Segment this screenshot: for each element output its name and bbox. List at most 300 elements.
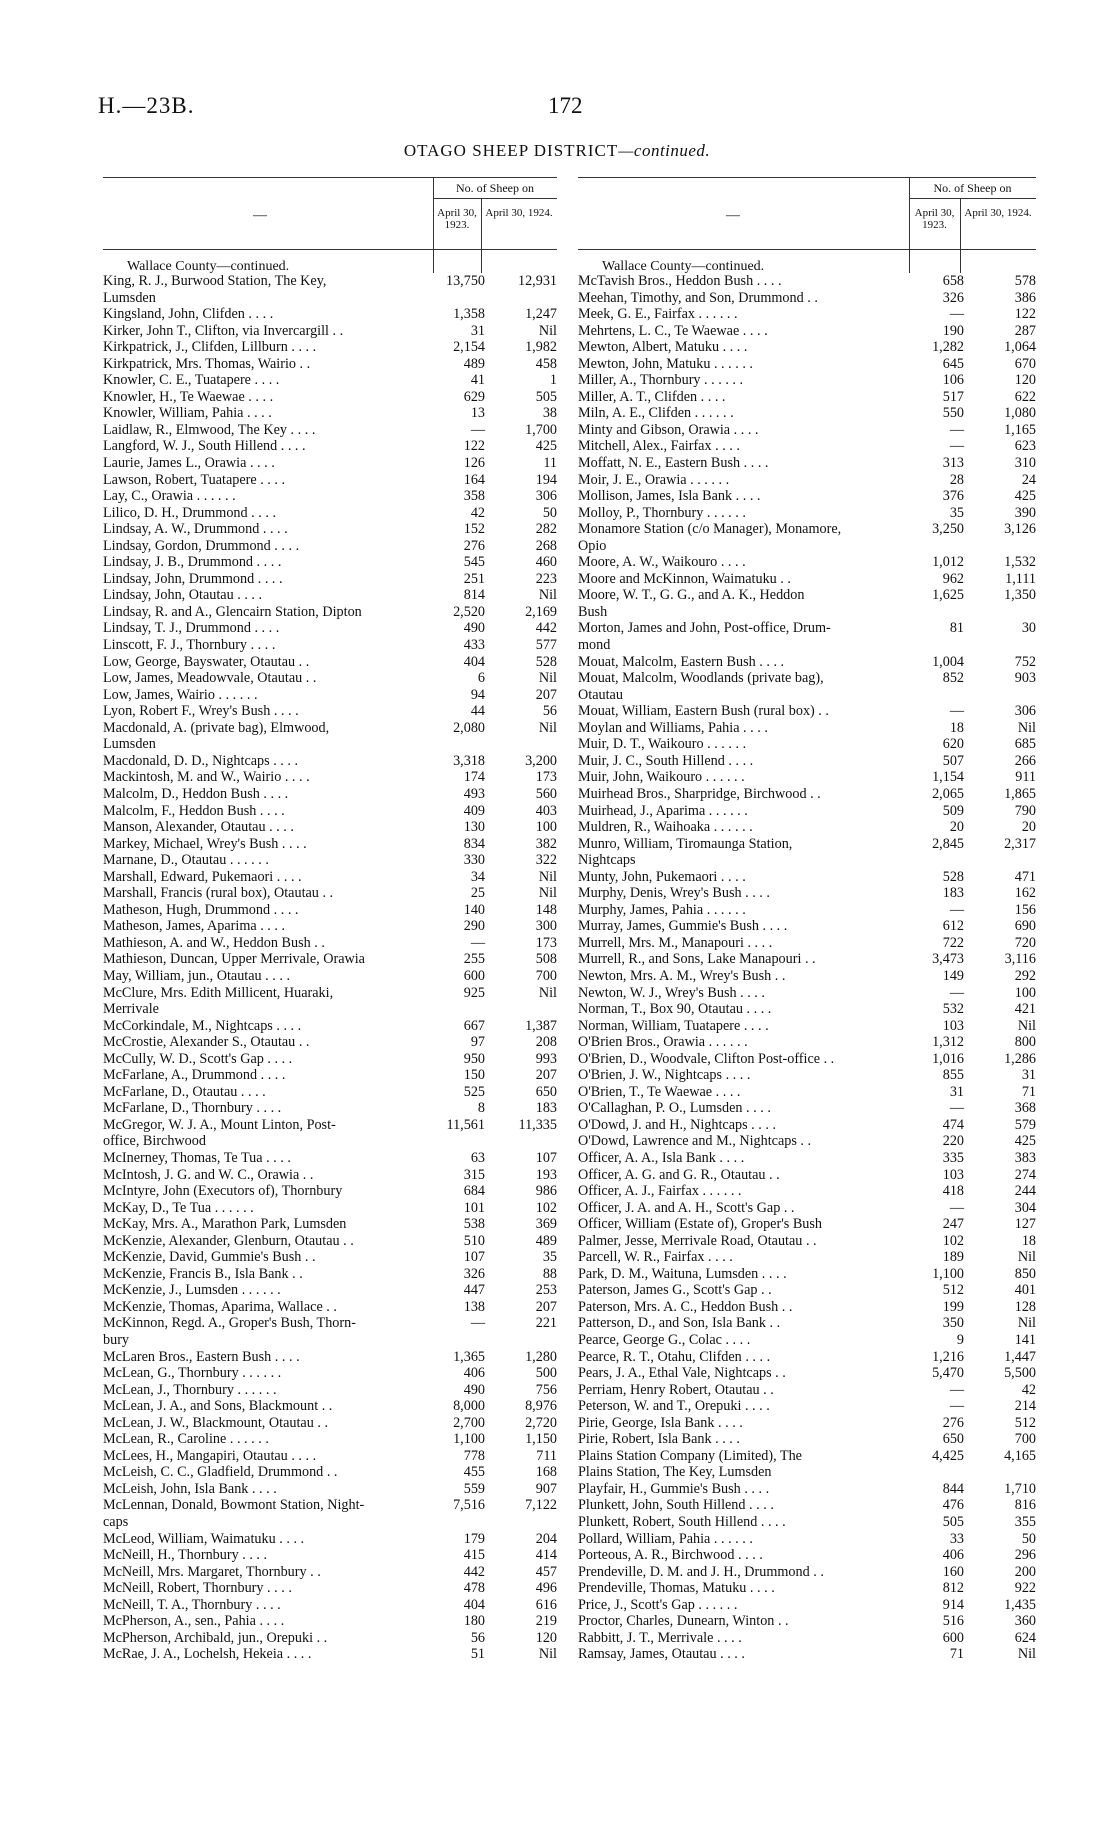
- holder-name: May, William, jun., Otautau . . . .: [103, 967, 290, 984]
- sheep-1924: 122: [1014, 306, 1036, 323]
- holder-name: McLaren Bros., Eastern Bush . . . .: [103, 1348, 300, 1365]
- sheep-1923: 31: [949, 1083, 964, 1100]
- table-row: [103, 1084, 557, 1101]
- table-row: [103, 571, 557, 588]
- sheep-1923: 925: [463, 984, 485, 1001]
- sheep-1923: 418: [942, 1183, 964, 1200]
- sheep-1923: 3,250: [932, 521, 964, 538]
- holder-name: Perriam, Henry Robert, Otautau . .: [578, 1381, 774, 1398]
- sheep-1924: [964, 538, 1036, 555]
- table-row: [578, 356, 1036, 373]
- sheep-1924: 414: [535, 1547, 557, 1564]
- sheep-1923: 1,004: [932, 653, 964, 670]
- sheep-1924: 1,435: [1004, 1596, 1036, 1613]
- holder-name: Muldren, R., Waihoaka . . . . . .: [578, 819, 753, 836]
- sheep-1924: 173: [535, 769, 557, 786]
- sheep-1923: 251: [463, 570, 485, 587]
- holder-name: Lyon, Robert F., Wrey's Bush . . . .: [103, 703, 299, 720]
- table-row: [578, 885, 1036, 902]
- holder-name: Macdonald, D. D., Nightcaps . . . .: [103, 752, 299, 769]
- sheep-1923: [919, 637, 964, 654]
- sheep-1924: 403: [535, 802, 557, 819]
- holder-name: Pirie, George, Isla Bank . . . .: [578, 1414, 743, 1431]
- holder-name: Low, James, Wairio . . . . . .: [103, 686, 258, 703]
- holder-name: Mehrtens, L. C., Te Waewae . . . .: [578, 322, 768, 339]
- sheep-1923: 179: [463, 1530, 485, 1547]
- sheep-1924: 489: [535, 1232, 557, 1249]
- sheep-1924: Nil: [1017, 719, 1036, 736]
- sheep-1924: Nil: [538, 587, 557, 604]
- sheep-1923: 160: [942, 1563, 964, 1580]
- sheep-1923: 650: [942, 1431, 964, 1448]
- sheep-1924: 577: [535, 637, 557, 654]
- sheep-1923: 183: [942, 885, 964, 902]
- sheep-1924: 1,286: [1004, 1050, 1036, 1067]
- sheep-1923: 8,000: [453, 1398, 485, 1415]
- header-rule: [433, 198, 557, 199]
- sheep-1924: 120: [1014, 372, 1036, 389]
- right-rows: [578, 273, 1036, 1663]
- holder-name: Kirker, John T., Clifton, via Invercargill . .: [103, 322, 344, 339]
- holder-name: McKay, D., Te Tua . . . . . .: [103, 1199, 254, 1216]
- table-row: [103, 538, 557, 555]
- table-row: [103, 687, 557, 704]
- table-row: [103, 1034, 557, 1051]
- holder-name: Murphy, James, Pahia . . . . . .: [578, 901, 746, 918]
- sheep-1923: 2,065: [932, 785, 964, 802]
- sheep-1924: 458: [535, 355, 557, 372]
- column-rule-2: [960, 198, 961, 273]
- table-row: [578, 1266, 1036, 1283]
- table-row: [103, 1282, 557, 1299]
- sheep-1924: 1,247: [525, 306, 557, 323]
- sheep-1923: 2,700: [453, 1414, 485, 1431]
- sheep-1924: 512: [1014, 1414, 1036, 1431]
- sheep-1924: 2,317: [1004, 835, 1036, 852]
- table-row: [578, 637, 1036, 654]
- sheep-1923: 11,561: [446, 1116, 485, 1133]
- sheep-1923: [443, 736, 485, 753]
- table-row: [103, 902, 557, 919]
- sheep-1923: 107: [463, 1249, 485, 1266]
- sheep-1923: 1,100: [932, 1265, 964, 1282]
- holder-name: O'Brien, D., Woodvale, Clifton Post-office . .: [578, 1050, 835, 1067]
- sheep-1924: 700: [535, 967, 557, 984]
- sheep-1923: 658: [942, 273, 964, 289]
- table-row: [103, 836, 557, 853]
- section-heading: [103, 250, 557, 273]
- sheep-1923: 2,520: [453, 603, 485, 620]
- sheep-1923: —: [949, 1398, 964, 1415]
- sheep-1923: 122: [463, 438, 485, 455]
- section-label: Wallace County—continued.: [127, 259, 290, 274]
- header-rule: [909, 198, 1036, 199]
- table-row: [578, 1315, 1036, 1332]
- sheep-1923: 140: [463, 901, 485, 918]
- sheep-1924: Nil: [538, 1646, 557, 1663]
- table-row: [578, 1299, 1036, 1316]
- sheep-1923: 28: [949, 471, 964, 488]
- table-row: [578, 951, 1036, 968]
- sheep-1923: 538: [463, 1216, 485, 1233]
- sheep-1923: 629: [463, 388, 485, 405]
- sheep-1924: 304: [1014, 1199, 1036, 1216]
- holder-name: McNeill, H., Thornbury . . . .: [103, 1547, 268, 1564]
- holder-name: Munty, John, Pukemaori . . . .: [578, 868, 746, 885]
- sheep-1923: 150: [463, 1067, 485, 1084]
- sheep-1924: 1,865: [1004, 785, 1036, 802]
- table-row: [103, 803, 557, 820]
- sheep-1923: 31: [470, 322, 485, 339]
- sheep-1923: 138: [463, 1298, 485, 1315]
- sheep-1924: [964, 604, 1036, 621]
- sheep-1924: Nil: [538, 984, 557, 1001]
- table-row: [103, 654, 557, 671]
- table-row: [103, 885, 557, 902]
- sheep-1924: 306: [1014, 703, 1036, 720]
- table-row: [578, 852, 1036, 869]
- table-row: [103, 1365, 557, 1382]
- sheep-1924: 2,169: [525, 603, 557, 620]
- sheep-1923: 18: [949, 719, 964, 736]
- sheep-1923: 3,473: [932, 951, 964, 968]
- table-row: [578, 455, 1036, 472]
- sheep-1924: 282: [535, 521, 557, 538]
- sheep-1924: 670: [1014, 355, 1036, 372]
- sheep-1923: 962: [942, 570, 964, 587]
- sheep-1924: 56: [542, 703, 557, 720]
- sheep-1923: 455: [463, 1464, 485, 1481]
- sheep-1923: 164: [463, 471, 485, 488]
- holder-name: Lindsay, J. B., Drummond . . . .: [103, 554, 282, 571]
- table-row: [103, 1547, 557, 1564]
- table-row: [103, 670, 557, 687]
- sheep-1924: 3,116: [1004, 951, 1036, 968]
- holder-name: Murray, James, Gummie's Bush . . . .: [578, 918, 788, 935]
- sheep-1924: [485, 1332, 557, 1349]
- sheep-1923: 722: [942, 934, 964, 951]
- holder-name: office, Birchwood: [103, 1133, 206, 1150]
- sheep-1923: 315: [463, 1166, 485, 1183]
- left-column: [103, 177, 557, 1663]
- holder-name: Pirie, Robert, Isla Bank . . . .: [578, 1431, 740, 1448]
- table-row: [103, 1448, 557, 1465]
- sheep-1924: 4,165: [1004, 1447, 1036, 1464]
- holder-name: Laurie, James L., Orawia . . . .: [103, 455, 275, 472]
- holder-name: McKenzie, Alexander, Glenburn, Otautau . .: [103, 1232, 354, 1249]
- sheep-1923: 106: [942, 372, 964, 389]
- table-row: [103, 488, 557, 505]
- sheep-1924: 102: [535, 1199, 557, 1216]
- holder-name: McNeill, Mrs. Margaret, Thornbury . .: [103, 1563, 321, 1580]
- sheep-1923: 404: [463, 653, 485, 670]
- table-row: [103, 405, 557, 422]
- sheep-1924: Nil: [538, 885, 557, 902]
- sheep-1923: 41: [470, 372, 485, 389]
- sheep-1923: 525: [463, 1083, 485, 1100]
- holder-name: McTavish Bros., Heddon Bush . . . .: [578, 273, 782, 289]
- sheep-1923: 97: [470, 1034, 485, 1051]
- sheep-1923: 103: [942, 1166, 964, 1183]
- holder-name: McLean, G., Thornbury . . . . . .: [103, 1365, 282, 1382]
- page-title: [0, 141, 1114, 161]
- sheep-1924: 100: [1014, 984, 1036, 1001]
- sheep-1923: [919, 604, 964, 621]
- sheep-1924: 148: [535, 901, 557, 918]
- holder-name: Moylan and Williams, Pahia . . . .: [578, 719, 768, 736]
- holder-name: Mackintosh, M. and W., Wairio . . . .: [103, 769, 310, 786]
- sheep-1924: 88: [542, 1265, 557, 1282]
- title-suffix: —continued.: [618, 141, 711, 160]
- holder-name: Paterson, James G., Scott's Gap . .: [578, 1282, 772, 1299]
- table-row: [578, 1564, 1036, 1581]
- table-row: [578, 1415, 1036, 1432]
- table-row: [103, 455, 557, 472]
- holder-name: mond: [578, 637, 611, 654]
- holder-name: McLean, R., Caroline . . . . . .: [103, 1431, 269, 1448]
- sheep-1924: 382: [535, 835, 557, 852]
- table-row: [103, 1481, 557, 1498]
- sheep-1924: 579: [1014, 1116, 1036, 1133]
- table-row: [103, 472, 557, 489]
- holder-name: Manson, Alexander, Otautau . . . .: [103, 819, 294, 836]
- header-col-1924: April 30, 1924.: [485, 207, 553, 219]
- sheep-1924: [964, 1464, 1036, 1481]
- sheep-1923: 493: [463, 785, 485, 802]
- table-row: [103, 1249, 557, 1266]
- table-row: [103, 869, 557, 886]
- sheep-1924: 369: [535, 1216, 557, 1233]
- table-row: [103, 587, 557, 604]
- holder-name: McLeish, John, Isla Bank . . . .: [103, 1480, 277, 1497]
- sheep-1923: 814: [463, 587, 485, 604]
- holder-name: McLennan, Donald, Bowmont Station, Night-: [103, 1497, 365, 1514]
- table-row: [578, 1580, 1036, 1597]
- sheep-1923: 855: [942, 1067, 964, 1084]
- sheep-1924: 471: [1014, 868, 1036, 885]
- holder-name: O'Dowd, J. and H., Nightcaps . . . .: [578, 1116, 777, 1133]
- sheep-1924: 922: [1014, 1580, 1036, 1597]
- sheep-1923: 1,216: [932, 1348, 964, 1365]
- sheep-1923: 6: [477, 670, 485, 687]
- sheep-1924: 300: [535, 918, 557, 935]
- sheep-1924: 907: [535, 1480, 557, 1497]
- holder-name: McPherson, A., sen., Pahia . . . .: [103, 1613, 285, 1630]
- table-row: [578, 1613, 1036, 1630]
- table-row: [103, 1398, 557, 1415]
- sheep-1924: 3,126: [1004, 521, 1036, 538]
- table-row: [103, 1067, 557, 1084]
- holder-name: bury: [103, 1332, 130, 1348]
- holder-name: O'Brien, T., Te Waewae . . . .: [578, 1083, 741, 1100]
- sheep-1923: 433: [463, 637, 485, 654]
- table-row: [578, 1133, 1036, 1150]
- page-number: 172: [548, 93, 583, 118]
- sheep-1923: 1,016: [932, 1050, 964, 1067]
- sheep-1924: 183: [535, 1100, 557, 1117]
- table-row: [103, 1299, 557, 1316]
- holder-name: Marnane, D., Otautau . . . . . .: [103, 852, 269, 869]
- holder-name: Molloy, P., Thornbury . . . . . .: [578, 504, 746, 521]
- table-row: [103, 1183, 557, 1200]
- sheep-1924: 207: [535, 1298, 557, 1315]
- holder-name: Murrell, Mrs. M., Manapouri . . . .: [578, 934, 773, 951]
- sheep-1923: 63: [470, 1149, 485, 1166]
- table-row: [103, 637, 557, 654]
- sheep-1924: 107: [535, 1149, 557, 1166]
- sheep-1923: 149: [942, 967, 964, 984]
- holder-name: Monamore Station (c/o Manager), Monamore,: [578, 521, 842, 538]
- table-row: [578, 1067, 1036, 1084]
- holder-name: Moore, A. W., Waikouro . . . .: [578, 554, 746, 571]
- sheep-1923: 489: [463, 355, 485, 372]
- table-row: [103, 1167, 557, 1184]
- holder-name: Muir, J. C., South Hillend . . . .: [578, 752, 754, 769]
- holder-name: O'Brien Bros., Orawia . . . . . .: [578, 1034, 748, 1051]
- header-col-1923: April 30, 1923.: [914, 207, 955, 231]
- holder-name: Norman, T., Box 90, Otautau . . . .: [578, 1001, 772, 1018]
- table-row: [103, 1315, 557, 1332]
- sheep-1924: 1,064: [1004, 339, 1036, 356]
- holder-name: Moffatt, N. E., Eastern Bush . . . .: [578, 455, 769, 472]
- holder-name: Parcell, W. R., Fairfax . . . .: [578, 1249, 733, 1266]
- table-row: [103, 1233, 557, 1250]
- sheep-1923: [443, 290, 485, 307]
- sheep-1923: 474: [942, 1116, 964, 1133]
- sheep-1923: 199: [942, 1298, 964, 1315]
- sheep-1923: 1,625: [932, 587, 964, 604]
- table-row: [578, 472, 1036, 489]
- sheep-1924: 622: [1014, 388, 1036, 405]
- sheep-1923: 81: [949, 620, 964, 637]
- holder-name: Palmer, Jesse, Merrivale Road, Otautau . .: [578, 1232, 817, 1249]
- sheep-1924: 1,447: [1004, 1348, 1036, 1365]
- table-row: [578, 1597, 1036, 1614]
- table-row: [578, 538, 1036, 555]
- holder-name: Mouat, William, Eastern Bush (rural box) . .: [578, 703, 829, 720]
- table-row: [103, 968, 557, 985]
- sheep-1924: 24: [1021, 471, 1036, 488]
- table-row: [103, 1580, 557, 1597]
- table-row: [578, 803, 1036, 820]
- sheep-1923: 290: [463, 918, 485, 935]
- sheep-1924: 790: [1014, 802, 1036, 819]
- sheep-1923: [443, 1514, 485, 1531]
- sheep-1923: 7,516: [453, 1497, 485, 1514]
- holder-name: Miller, A. T., Clifden . . . .: [578, 388, 726, 405]
- holder-name: Prendeville, D. M. and J. H., Drummond . .: [578, 1563, 824, 1580]
- table-row: [103, 703, 557, 720]
- sheep-1924: 911: [1015, 769, 1036, 786]
- holder-name: Moir, J. E., Orawia . . . . . .: [578, 471, 730, 488]
- sheep-1924: 100: [535, 819, 557, 836]
- table-row: [103, 935, 557, 952]
- holder-name: Muir, D. T., Waikouro . . . . . .: [578, 736, 747, 753]
- holder-name: McKenzie, Thomas, Aparima, Wallace . .: [103, 1298, 337, 1315]
- sheep-1924: 1,710: [1004, 1480, 1036, 1497]
- table-row: [578, 1117, 1036, 1134]
- table-row: [578, 620, 1036, 637]
- table-row: [578, 985, 1036, 1002]
- table-row: [578, 587, 1036, 604]
- sheep-1923: 71: [949, 1646, 964, 1663]
- holder-name: Mollison, James, Isla Bank . . . .: [578, 488, 761, 505]
- table-row: [578, 736, 1036, 753]
- holder-name: Meehan, Timothy, and Son, Drummond . .: [578, 289, 818, 306]
- table-row: [103, 1497, 557, 1514]
- holder-name: Officer, William (Estate of), Groper's Bush: [578, 1216, 822, 1233]
- holder-name: Lindsay, T. J., Drummond . . . .: [103, 620, 280, 637]
- sheep-1924: [485, 1514, 557, 1531]
- sheep-1924: 128: [1014, 1298, 1036, 1315]
- holder-name: McLees, H., Mangapiri, Otautau . . . .: [103, 1447, 317, 1464]
- holder-name: Officer, A. A., Isla Bank . . . .: [578, 1149, 745, 1166]
- holder-name: McIntosh, J. G. and W. C., Orawia . .: [103, 1166, 314, 1183]
- holder-name: Pollard, William, Pahia . . . . . .: [578, 1530, 753, 1547]
- sheep-1923: 34: [470, 868, 485, 885]
- sheep-1924: 383: [1014, 1149, 1036, 1166]
- table-row: [578, 786, 1036, 803]
- sheep-1923: 1,282: [932, 339, 964, 356]
- sheep-1924: 650: [535, 1083, 557, 1100]
- sheep-1923: 94: [470, 686, 485, 703]
- table-row: [578, 670, 1036, 687]
- holder-name: Munro, William, Tiromaunga Station,: [578, 835, 793, 852]
- table-row: [103, 918, 557, 935]
- sheep-1924: 986: [535, 1183, 557, 1200]
- left-rows: [103, 273, 557, 1663]
- holder-name: Moore, W. T., G. G., and A. K., Heddon: [578, 587, 805, 604]
- sheep-1923: 5,470: [932, 1365, 964, 1382]
- holder-name: McKinnon, Regd. A., Groper's Bush, Thorn-: [103, 1315, 356, 1332]
- sheep-1924: 207: [535, 1067, 557, 1084]
- table-row: [103, 1431, 557, 1448]
- holder-name: Lumsden: [103, 289, 156, 306]
- sheep-1923: 56: [470, 1629, 485, 1646]
- holder-name: O'Dowd, Lawrence and M., Nightcaps . .: [578, 1133, 812, 1150]
- table-row: [578, 819, 1036, 836]
- sheep-1923: 476: [942, 1497, 964, 1514]
- table-row: [103, 852, 557, 869]
- sheep-1923: [443, 1133, 485, 1150]
- table-row: [103, 521, 557, 538]
- holder-name: Matheson, James, Aparima . . . .: [103, 918, 286, 935]
- holder-name: Mitchell, Alex., Fairfax . . . .: [578, 438, 740, 455]
- table-row: [103, 1266, 557, 1283]
- left-table-header: [103, 177, 557, 250]
- sheep-1923: 645: [942, 355, 964, 372]
- sheep-1924: 42: [1021, 1381, 1036, 1398]
- sheep-1924: 1,280: [525, 1348, 557, 1365]
- sheep-1924: 505: [535, 388, 557, 405]
- sheep-1924: 578: [1014, 273, 1036, 289]
- table-row: [103, 769, 557, 786]
- table-row: [103, 372, 557, 389]
- holder-name: O'Brien, J. W., Nightcaps . . . .: [578, 1067, 751, 1084]
- header-group: No. of Sheep on: [933, 181, 1012, 195]
- sheep-1923: 507: [942, 752, 964, 769]
- holder-name: Meek, G. E., Fairfax . . . . . .: [578, 306, 738, 323]
- sheep-1924: 711: [536, 1447, 557, 1464]
- sheep-1924: 173: [535, 934, 557, 951]
- sheep-1923: 102: [942, 1232, 964, 1249]
- sheep-1923: 559: [463, 1480, 485, 1497]
- sheep-1923: 174: [463, 769, 485, 786]
- sheep-1923: —: [949, 306, 964, 323]
- header-blank: —: [726, 208, 740, 223]
- holder-name: Markey, Michael, Wrey's Bush . . . .: [103, 835, 307, 852]
- holder-name: Muirhead, J., Aparima . . . . . .: [578, 802, 748, 819]
